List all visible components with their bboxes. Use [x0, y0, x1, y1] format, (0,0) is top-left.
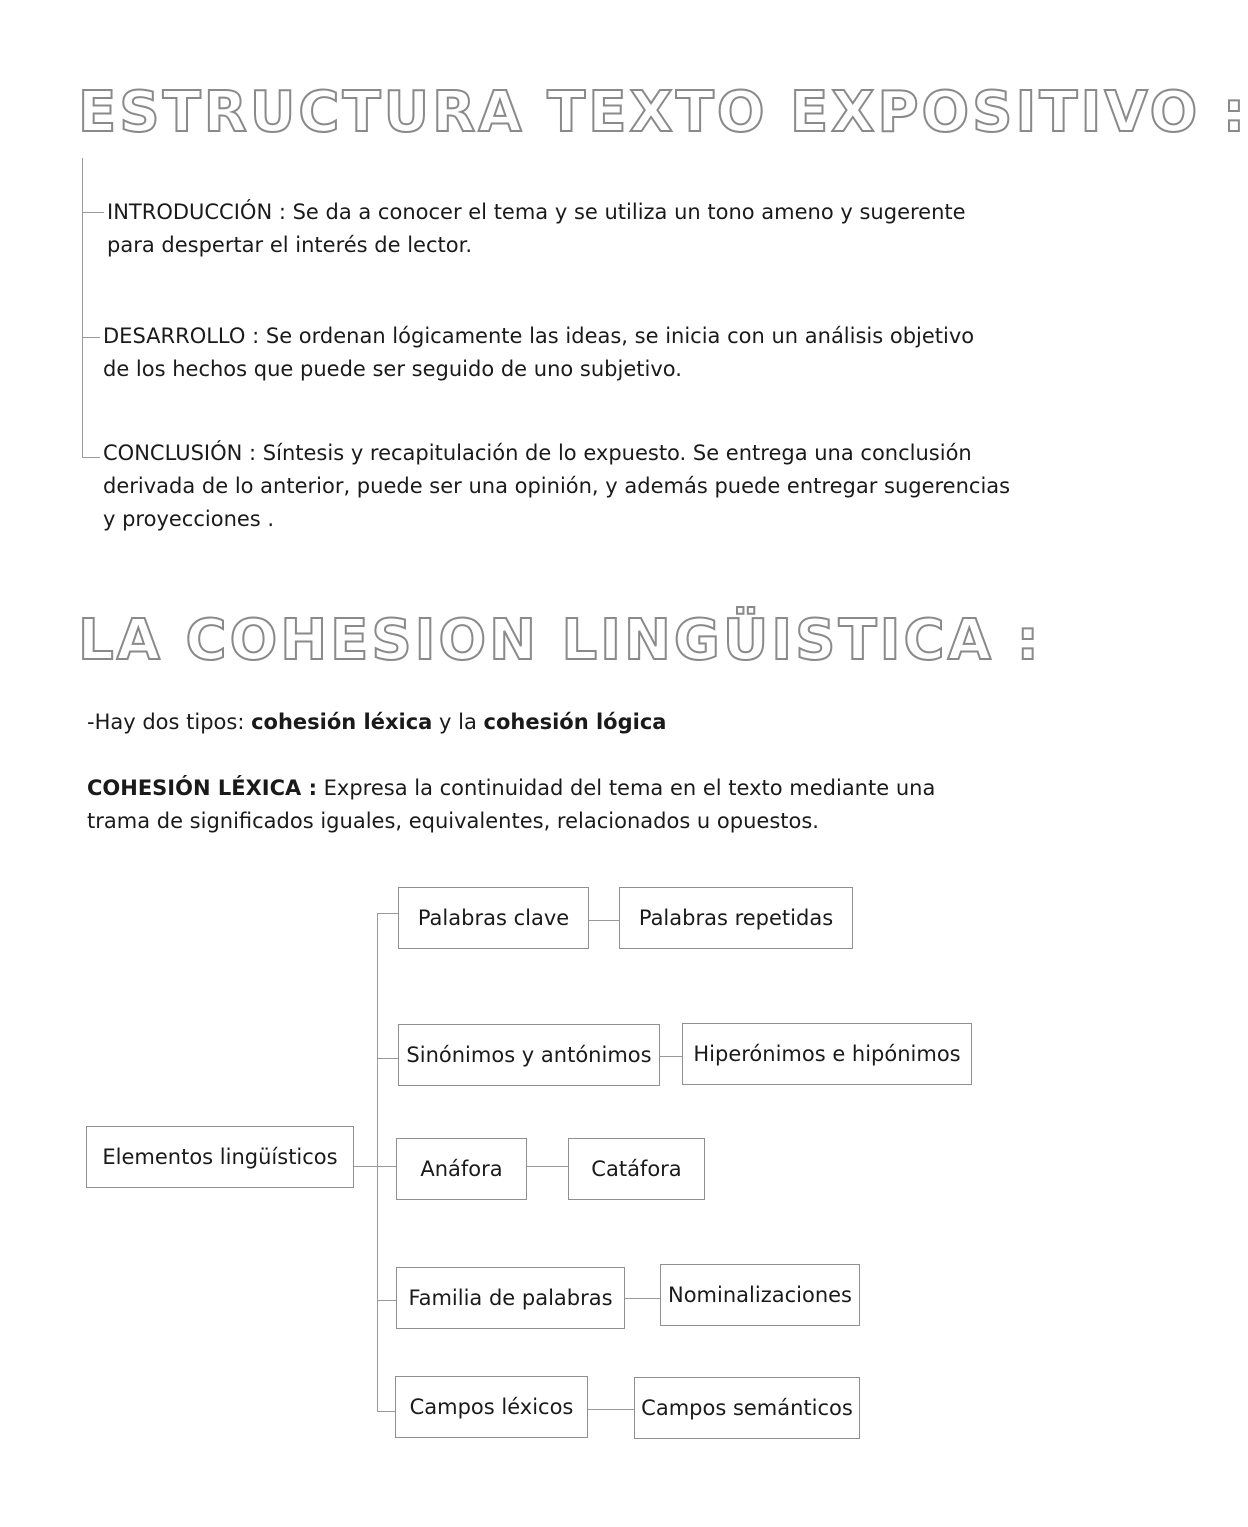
section-title-cohesion: LA COHESION LINGÜISTICA : — [78, 608, 1042, 673]
cohesion-lexica-line2: trama de significados iguales, equivalentes, relacionados u opuestos. — [87, 809, 819, 833]
box-familia-palabras: Familia de palabras — [396, 1267, 625, 1329]
bracket-tick-conclusion — [82, 457, 100, 458]
desarrollo-label: DESARROLLO — [103, 324, 246, 348]
conclusion-paragraph: CONCLUSIÓN : Síntesis y recapitulación de lo expuesto. Se entrega una conclusión derivada de lo anterior, puede ser una opinión, y además puede entregar sugerencias y proyecciones . — [103, 441, 1011, 531]
pair-connector-2 — [659, 1056, 683, 1057]
branch-connector-4 — [377, 1300, 397, 1301]
cohesion-lexica-line1: Expresa la continuidad del tema en el texto mediante una — [316, 776, 936, 800]
pair-connector-4 — [624, 1298, 661, 1299]
diagram-trunk-line — [377, 913, 378, 1411]
box-hiperonimos-hiponimos: Hiperónimos e hipónimos — [682, 1023, 972, 1085]
bracket-tick-desarrollo — [82, 337, 100, 338]
box-palabras-clave: Palabras clave — [398, 887, 589, 949]
pair-connector-1 — [589, 920, 620, 921]
box-campos-lexicos: Campos léxicos — [395, 1376, 588, 1438]
conclusion-text-line2: derivada de lo anterior, puede ser una opinión, y además puede entregar sugerencias — [103, 474, 1011, 498]
branch-connector-2 — [377, 1058, 398, 1059]
box-nominalizaciones: Nominalizaciones — [660, 1264, 860, 1326]
conclusion-text-line3: y proyecciones . — [103, 507, 275, 531]
branch-connector-1 — [377, 913, 399, 914]
section-title-estructura: ESTRUCTURA TEXTO EXPOSITIVO : — [78, 80, 1248, 145]
conclusion-text-line1: Síntesis y recapitulación de lo expuesto. Se entrega una conclusión — [262, 441, 972, 465]
introduccion-paragraph: INTRODUCCIÓN : Se da a conocer el tema y se utiliza un tono ameno y sugerente para despertar el interés de lector. — [107, 200, 966, 257]
desarrollo-paragraph: DESARROLLO : Se ordenan lógicamente las ideas, se inicia con un análisis objetivo de los hechos que puede ser seguido de uno subjetivo. — [103, 324, 975, 381]
box-campos-semanticos: Campos semánticos — [634, 1377, 860, 1439]
box-palabras-repetidas: Palabras repetidas — [619, 887, 853, 949]
type-cohesion-lexica: cohesión léxica — [251, 710, 433, 734]
branch-connector-5 — [377, 1411, 396, 1412]
structure-bracket-line — [82, 158, 83, 458]
box-anafora: Anáfora — [396, 1138, 527, 1200]
root-box-elementos-linguisticos: Elementos lingüísticos — [86, 1126, 354, 1188]
introduccion-label: INTRODUCCIÓN — [107, 200, 273, 224]
type-cohesion-logica: cohesión lógica — [483, 710, 667, 734]
conclusion-label: CONCLUSIÓN — [103, 441, 243, 465]
box-catafora: Catáfora — [568, 1138, 705, 1200]
pair-connector-3 — [526, 1166, 569, 1167]
box-sinonimos-antonimos: Sinónimos y antónimos — [398, 1024, 660, 1086]
branch-connector-3 — [377, 1166, 397, 1167]
pair-connector-5 — [587, 1409, 635, 1410]
introduccion-text-line1: Se da a conocer el tema y se utiliza un tono ameno y sugerente — [292, 200, 966, 224]
cohesion-lexica-label: COHESIÓN LÉXICA : — [87, 776, 317, 800]
root-connector — [353, 1166, 377, 1167]
desarrollo-text-line2: de los hechos que puede ser seguido de uno subjetivo. — [103, 357, 682, 381]
desarrollo-text-line1: Se ordenan lógicamente las ideas, se inicia con un análisis objetivo — [265, 324, 975, 348]
bracket-tick-introduccion — [82, 212, 104, 213]
introduccion-text-line2: para despertar el interés de lector. — [107, 233, 472, 257]
cohesion-types-line: -Hay dos tipos: cohesión léxica y la cohesión lógica — [87, 710, 667, 734]
cohesion-lexica-paragraph — [87, 772, 935, 838]
